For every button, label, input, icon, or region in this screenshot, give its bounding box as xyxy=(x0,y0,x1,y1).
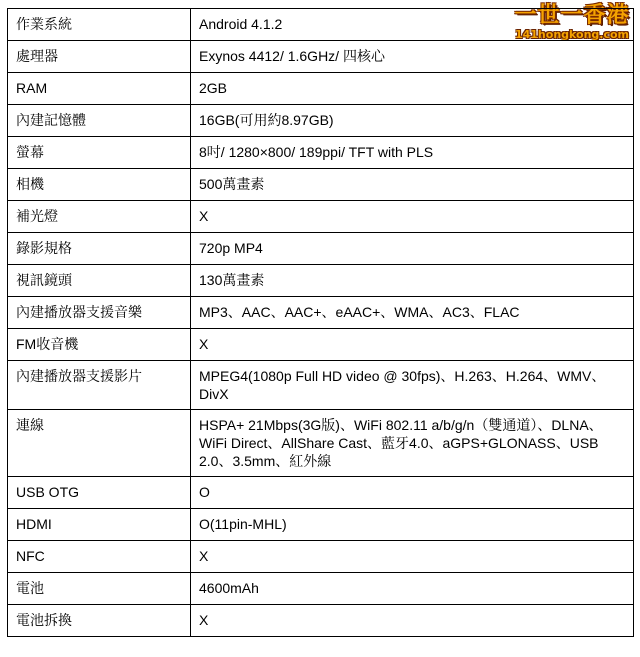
spec-label: NFC xyxy=(8,541,191,573)
spec-value: O(11pin-MHL) xyxy=(191,509,634,541)
spec-label: HDMI xyxy=(8,509,191,541)
watermark-url: 141hongkong.com xyxy=(514,28,630,41)
spec-table xyxy=(7,8,634,637)
table-row xyxy=(8,410,634,477)
spec-value: X xyxy=(191,605,634,637)
spec-value: Android 4.1.2 xyxy=(191,9,634,41)
spec-label: 視訊鏡頭 xyxy=(8,265,191,297)
spec-label: 電池拆換 xyxy=(8,605,191,637)
spec-value: 8吋/ 1280×800/ 189ppi/ TFT with PLS xyxy=(191,137,634,169)
spec-value: HSPA+ 21Mbps(3G版)、WiFi 802.11 a/b/g/n（雙通道）、DLNA、WiFi Direct、AllShare Cast、藍牙4.0、aGPS+GLONASS、USB 2.0、3.5mm、紅外線 xyxy=(191,410,634,477)
spec-value: 720p MP4 xyxy=(191,233,634,265)
spec-value: 16GB(可用約8.97GB) xyxy=(191,105,634,137)
spec-label: 補光燈 xyxy=(8,201,191,233)
spec-value: X xyxy=(191,329,634,361)
table-row xyxy=(8,41,634,73)
spec-label: RAM xyxy=(8,73,191,105)
table-row xyxy=(8,137,634,169)
spec-label: 內建播放器支援影片 xyxy=(8,361,191,410)
spec-label: 處理器 xyxy=(8,41,191,73)
table-row xyxy=(8,297,634,329)
spec-label: 相機 xyxy=(8,169,191,201)
spec-value: O xyxy=(191,477,634,509)
spec-value: 2GB xyxy=(191,73,634,105)
spec-value: 130萬畫素 xyxy=(191,265,634,297)
spec-value: X xyxy=(191,201,634,233)
table-row xyxy=(8,233,634,265)
spec-label: USB OTG xyxy=(8,477,191,509)
spec-value: 4600mAh xyxy=(191,573,634,605)
table-row xyxy=(8,361,634,410)
spec-label: 電池 xyxy=(8,573,191,605)
table-row xyxy=(8,605,634,637)
table-row xyxy=(8,9,634,41)
spec-value: Exynos 4412/ 1.6GHz/ 四核心 xyxy=(191,41,634,73)
spec-value: X xyxy=(191,541,634,573)
watermark-title: 一世一香港 xyxy=(514,3,630,28)
table-row xyxy=(8,73,634,105)
spec-label: 螢幕 xyxy=(8,137,191,169)
spec-value: 500萬畫素 xyxy=(191,169,634,201)
table-row xyxy=(8,265,634,297)
table-row xyxy=(8,541,634,573)
spec-label: 內建記憶體 xyxy=(8,105,191,137)
spec-label: 連線 xyxy=(8,410,191,477)
table-row xyxy=(8,509,634,541)
spec-label: 作業系統 xyxy=(8,9,191,41)
table-row xyxy=(8,105,634,137)
table-row xyxy=(8,169,634,201)
spec-label: 內建播放器支援音樂 xyxy=(8,297,191,329)
table-row xyxy=(8,329,634,361)
spec-value: MP3、AAC、AAC+、eAAC+、WMA、AC3、FLAC xyxy=(191,297,634,329)
spec-label: 錄影規格 xyxy=(8,233,191,265)
table-row xyxy=(8,573,634,605)
spec-label: FM收音機 xyxy=(8,329,191,361)
table-row xyxy=(8,201,634,233)
spec-value: MPEG4(1080p Full HD video @ 30fps)、H.263、H.264、WMV、DivX xyxy=(191,361,634,410)
table-row xyxy=(8,477,634,509)
